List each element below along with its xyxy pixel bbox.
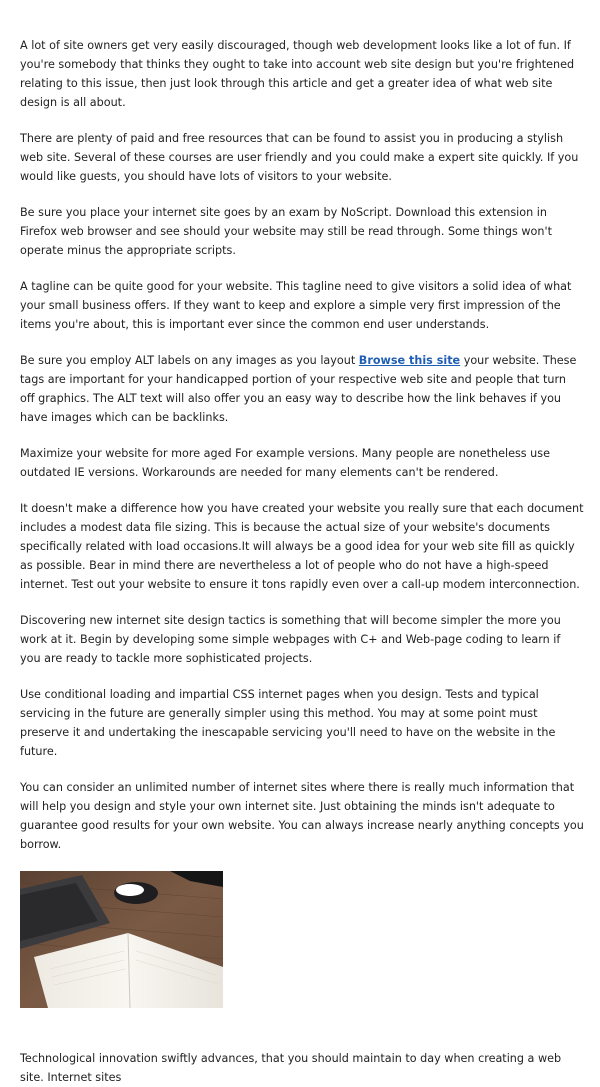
paragraph-file-size: It doesn't make a difference how you have created your website you really sure that each document includes a modest data file sizing. This is because the actual size of your website's documents specifically related with load occasions.It will always be a good idea for your web site fill as quickly as possible. Bear in mind there are nevertheless a lot of people who do not have a high-speed internet. Test out your website to ensure it tons rapidly even over a call-up modem interconnection.: [20, 502, 584, 591]
paragraph-css-pages: Use conditional loading and impartial CSS internet pages when you design. Tests and typical servicing in the future are generally simpler using this method. You may at some point must preserve it and undertaking the inescapable servicing you'll need to have on the website in the future.: [20, 688, 556, 758]
paragraph-intro: A lot of site owners get very easily discouraged, though web development looks like a lot of fun. If you're somebody that thinks they ought to take into account web site design but you're frightened relating to this issue, then just look through this article and get a greater idea of what web site design is all about.: [20, 39, 575, 109]
desk-notebook-photo: [20, 871, 223, 1008]
paragraph-design-tactics: Discovering new internet site design tactics is something that will become simpler the more you work at it. Begin by developing some simple webpages with C+ and Web-page coding to learn if you are ready to tackle more sophisticated projects.: [20, 614, 561, 665]
paragraph-noscript: Be sure you place your internet site goes by an exam by NoScript. Download this extension in Firefox web browser and see should your website may still be read through. Some things won't operate minus the appropriate scripts.: [20, 206, 552, 257]
paragraph-alt-labels-before: Be sure you employ ALT labels on any images as you layout: [20, 354, 359, 367]
paragraph-ie-versions: Maximize your website for more aged For example versions. Many people are nonetheless use outdated IE versions. Workarounds are needed for many elements can't be rendered.: [20, 447, 550, 479]
paragraph-internet-sites: You can consider an unlimited number of internet sites where there is really much information that will help you design and style your own internet site. Just obtaining the minds isn't adequate to guarantee good results for your own website. You can always increase nearly anything concepts you borrow.: [20, 781, 584, 851]
paragraph-alt-labels: [20, 351, 584, 427]
paragraph-tech-innovation: Technological innovation swiftly advances, that you should maintain to day when creating a web site. Internet sites: [20, 1052, 562, 1084]
paragraph-alt-labels-after: your website. These tags are important for your handicapped portion of your respective web site and people that turn off graphics. The ALT text will also offer you an easy way to describe how the link behaves if you have images which can be backlinks.: [20, 354, 577, 424]
paragraph-tagline: A tagline can be quite good for your website. This tagline need to give visitors a solid idea of what your small business offers. If they want to keep and explore a simple very first impression of the items you're about, this is important ever since the common end user understands.: [20, 280, 572, 331]
browse-this-site-link[interactable]: Browse this site: [358, 354, 461, 367]
paragraph-resources: There are plenty of paid and free resources that can be found to assist you in producing a stylish web site. Several of these courses are user friendly and you could make a expert site quickly. If you would like guests, you should have lots of visitors to your website.: [20, 132, 579, 183]
